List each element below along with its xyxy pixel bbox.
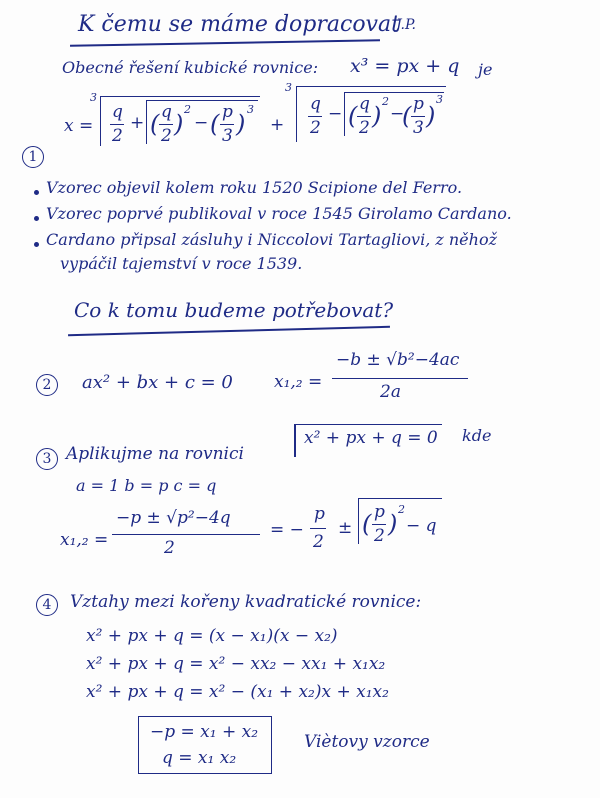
kde-word: kde [462, 426, 492, 445]
cube-exp-2: 3 [436, 93, 443, 106]
p-num-1: p [222, 102, 233, 122]
p-over-2-den: 2 [313, 532, 324, 552]
x-equals: x = [64, 116, 94, 136]
je-word: je [478, 60, 493, 79]
section-number-4: 4 [36, 594, 58, 616]
square-exp-2: 2 [382, 95, 389, 108]
minus-q: − q [406, 516, 437, 536]
relation-line-3: x² + px + q = x² − (x₁ + x₂)x + x₁x₂ [86, 682, 389, 702]
vieta-product: q = x₁ x₂ [162, 748, 237, 768]
section-number-2: 2 [36, 374, 58, 396]
quadratic-equation: ax² + bx + c = 0 [82, 372, 233, 393]
rparen-3: ) [372, 102, 382, 130]
square-exp-3: 2 [398, 503, 405, 516]
relation-line-2: x² + px + q = x² − xx₂ − xx₁ + x₁x₂ [86, 654, 386, 674]
frac-q-num-1: q [112, 102, 123, 122]
lparen-3: ( [348, 102, 358, 130]
frac-q-den-3: 2 [310, 118, 321, 138]
q-num-4: q [359, 94, 370, 114]
lparen-1: ( [150, 110, 160, 138]
minus-2: − [328, 104, 343, 124]
vieta-sum: −p = x₁ + x₂ [150, 722, 259, 742]
rparen-4: ) [426, 102, 436, 130]
plus-between-roots: + [270, 115, 285, 135]
cube-root-sign-1 [100, 96, 101, 146]
cube-root-bar-2 [296, 86, 446, 87]
sqrt-sign-2 [344, 92, 345, 136]
cube-exp-1: 3 [247, 103, 254, 116]
section-number-3: 3 [36, 448, 58, 470]
sqrt-bar-3 [358, 498, 442, 499]
bullet-item-1: Vzorec objevil kolem roku 1520 Scipione del Ferro. [46, 178, 463, 197]
x12-label-2: x₁,₂ = [60, 530, 109, 550]
p-over-2-bar [310, 528, 326, 529]
reduced-denominator: 2 [164, 538, 175, 558]
p-num-2: p [413, 94, 424, 114]
cube-root-bar-1 [100, 96, 260, 97]
rparen-1: ) [174, 110, 184, 138]
sqrt-sign-1 [146, 100, 147, 144]
minus-1: − [194, 113, 209, 133]
p-den-2: 3 [413, 118, 424, 138]
plus-1: + [130, 113, 145, 133]
lparen-2: ( [210, 110, 220, 138]
p-frac-den: 2 [374, 526, 385, 546]
quadratic-fraction-bar [332, 378, 468, 379]
equals-minus: = − [270, 520, 304, 540]
author-initials: J.P. [396, 17, 417, 33]
p-den-1: 3 [222, 126, 233, 146]
bullet-item-2: Vzorec poprvé publikoval v roce 1545 Girolamo Cardano. [46, 204, 512, 223]
bullet-dot [34, 216, 39, 221]
frac-q-den-1: 2 [112, 126, 123, 146]
reduced-equation: x² + px + q = 0 [304, 428, 438, 448]
title-underline [70, 39, 380, 46]
p-over-2-num: p [314, 504, 325, 524]
reduced-numerator: −p ± √p²−4q [116, 508, 231, 528]
section-number-1: 1 [22, 146, 44, 168]
square-exp-1: 2 [184, 103, 191, 116]
roots-relation-title: Vztahy mezi kořeny kvadratické rovnice: [70, 592, 422, 612]
cube-root-sign-2 [296, 86, 297, 142]
q-den-4: 2 [359, 118, 370, 138]
rparen-2: ) [236, 110, 246, 138]
page-title: K čemu se máme dopracovat [78, 12, 400, 37]
reduced-fraction-bar [112, 534, 260, 535]
relation-line-1: x² + px + q = (x − x₁)(x − x₂) [86, 626, 338, 646]
question-heading: Co k tomu budeme potřebovat? [74, 298, 394, 322]
substitution: a = 1 b = p c = q [76, 476, 217, 495]
sqrt-sign-3 [358, 498, 359, 544]
q-den-2: 2 [161, 126, 172, 146]
q-num-2: q [161, 102, 172, 122]
lparen-4: ( [402, 102, 412, 130]
bullet-dot [34, 190, 39, 195]
quadratic-numerator: −b ± √b²−4ac [336, 350, 460, 370]
quadratic-denominator: 2a [380, 382, 401, 402]
plus-minus: ± [338, 518, 353, 538]
bullet-item-3-continuation: vypáčil tajemství v roce 1539. [60, 254, 303, 273]
apply-text: Aplikujme na rovnici [66, 444, 244, 464]
rparen-5: ) [388, 510, 398, 538]
cubic-equation: x³ = px + q [350, 55, 460, 77]
vieta-label: Viètovy vzorce [304, 732, 430, 752]
minus-3: − [390, 104, 405, 124]
general-solution-intro: Obecné řešení kubické rovnice: [62, 58, 319, 77]
frac-q-num-3: q [310, 94, 321, 114]
root-index-2: 3 [285, 81, 292, 94]
question-underline [68, 326, 390, 336]
lparen-5: ( [362, 510, 372, 538]
x12-label-1: x₁,₂ = [274, 372, 323, 392]
root-index-1: 3 [90, 91, 97, 104]
bullet-dot [34, 242, 39, 247]
bullet-item-3: Cardano připsal zásluhy i Niccolovi Tartagliovi, z něhož [46, 230, 498, 249]
p-frac-num: p [374, 502, 385, 522]
